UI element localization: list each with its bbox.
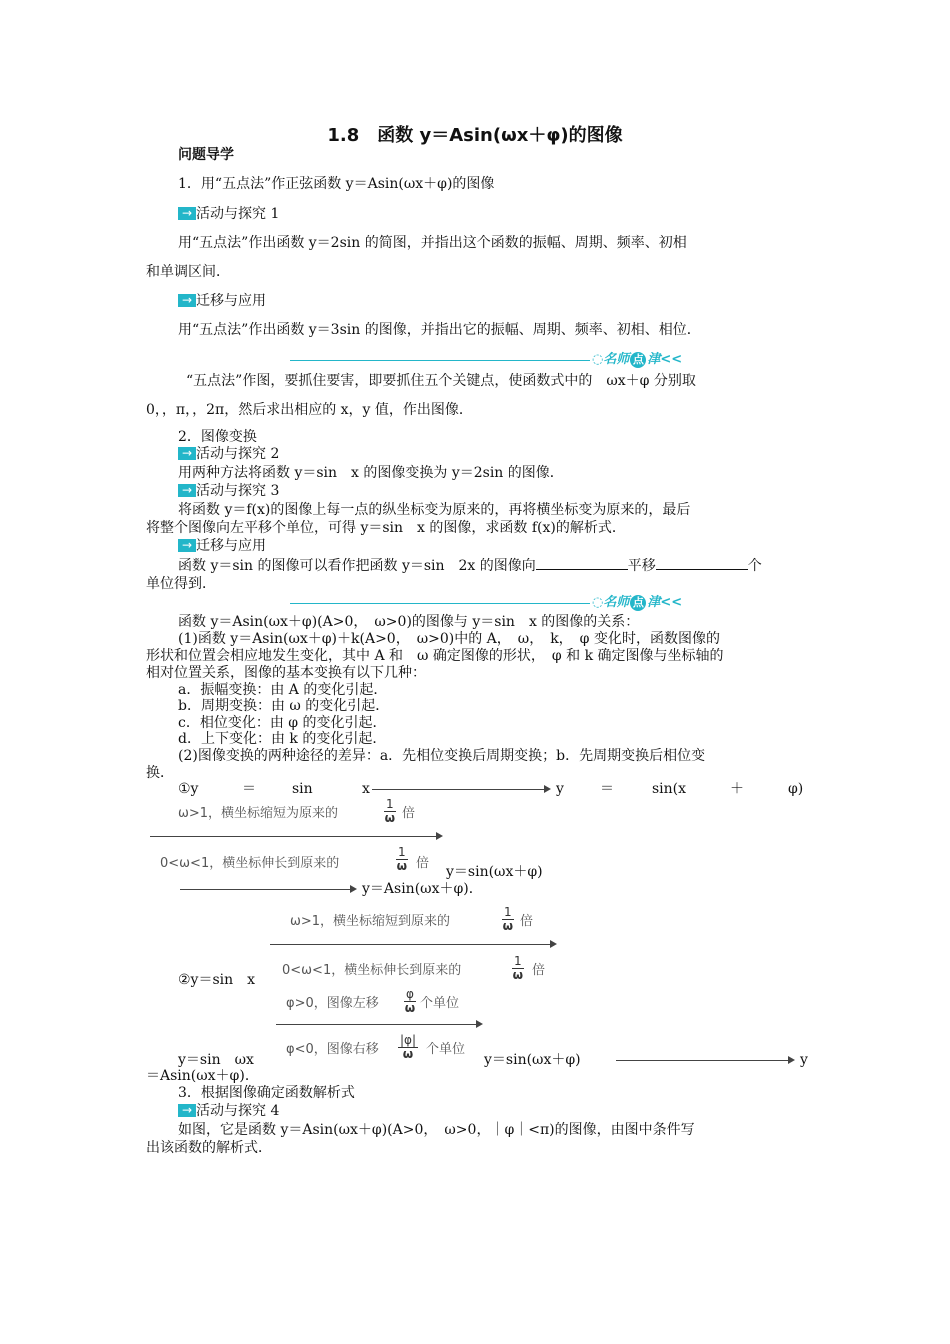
path-2-condition-b-suffix: 倍 <box>532 963 546 978</box>
arrow-head-icon <box>436 832 443 840</box>
path-1-result-mid: y＝sin(ωx＋φ) <box>446 864 543 880</box>
path-1-result-end: y＝Asin(ωx＋φ)． <box>362 881 483 897</box>
arrow-head-icon <box>788 1056 795 1064</box>
path-1-arrow-line <box>180 889 350 890</box>
activity-4-text: 如图，它是函数 y＝Asin(ωx＋φ)(A>0， ω>0，｜φ｜<π)的图像，由图中条件写 <box>178 1122 695 1138</box>
activity-4-text-cont: 出该函数的解析式． <box>146 1140 272 1156</box>
section-1-heading: 1．用“五点法”作正弦函数 y＝Asin(ωx＋φ)的图像 <box>178 176 495 192</box>
fraction-phi-over-omega: $\frac{\varphi}{\omega}$ <box>404 987 416 1015</box>
path-2-start: ②y＝sin x <box>178 972 256 988</box>
note-line: 形状和位置会相应地发生变化，其中 A 和 ω 确定图像的形状， φ 和 k 确定图像与坐标轴的 <box>146 648 724 664</box>
path-1-mid: ＋ <box>730 781 744 797</box>
path-2-result-end-cont: ＝Asin(ωx＋φ)． <box>146 1068 259 1084</box>
arrow-right-icon: → <box>178 447 196 460</box>
note-line: 函数 y＝Asin(ωx＋φ)(A>0， ω>0)的图像与 y＝sin x 的图像的关系： <box>178 614 640 630</box>
path-2-condition-c-suffix: 个单位 <box>420 996 460 1011</box>
path-1-condition-b: 0<ω<1，横坐标伸长到原来的 <box>160 856 340 871</box>
activity-1-text: 用“五点法”作出函数 y＝2sin 的简图，并指出这个函数的振幅、周期、频率、初相 <box>178 235 687 251</box>
path-1-mid: ＝ <box>600 781 614 797</box>
activity-3-text: 将函数 y＝f(x)的图像上每一点的纵坐标变为原来的，再将横坐标变为原来的，最后 <box>178 502 691 518</box>
note-line: d．上下变化：由 k 的变化引起． <box>178 731 387 747</box>
fraction-one-over-omega: $\frac{1}{\omega}$ <box>396 845 408 873</box>
path-1-arrow-line <box>372 789 544 790</box>
arrow-head-icon <box>476 1020 483 1028</box>
path-2-condition-c: φ>0，图像左移 <box>286 996 379 1011</box>
teacher-tip-icon: ◌名师 点 津<< <box>592 352 683 367</box>
transfer-text-2-cont: 单位得到． <box>146 576 216 592</box>
activity-1-label: 活动与探究 1 <box>196 206 280 222</box>
activity-3-text-cont: 将整个图像向左平移个单位，可得 y＝sin x 的图像，求函数 f(x)的解析式． <box>146 520 626 536</box>
arrow-right-icon: → <box>178 1104 196 1117</box>
section-header: 问题导学 <box>178 147 234 163</box>
note-line: c．相位变化：由 φ 的变化引起． <box>178 715 387 731</box>
arrow-right-icon: → <box>178 539 196 552</box>
activity-4-label: 活动与探究 4 <box>196 1103 280 1119</box>
note-line: 换． <box>146 765 174 781</box>
arrow-right-icon: → <box>178 294 196 307</box>
arrow-head-icon <box>550 940 557 948</box>
note-line: a．振幅变换：由 A 的变化引起． <box>178 682 388 698</box>
path-2-condition-d: φ<0，图像右移 <box>286 1042 379 1057</box>
fraction-one-over-omega: $\frac{1}{\omega}$ <box>384 797 396 825</box>
path-2-result-mid: y＝sin(ωx＋φ) <box>484 1052 581 1068</box>
path-2-arrow-line <box>276 1024 476 1025</box>
arrow-head-icon <box>544 785 551 793</box>
path-2-result-end: y <box>800 1052 808 1068</box>
activity-3-label: 活动与探究 3 <box>196 483 280 499</box>
tip-divider <box>290 603 590 604</box>
path-1-condition-a-suffix: 倍 <box>402 806 416 821</box>
tip-note-1: “五点法”作图，要抓住要害，即要抓住五个关键点，使函数式中的 ωx＋φ 分别取 <box>186 373 696 389</box>
tip-divider <box>290 360 590 361</box>
transfer-text-1: 用“五点法”作出函数 y＝3sin 的图像，并指出它的振幅、周期、频率、初相、相位． <box>178 322 701 338</box>
path-2-condition-a-suffix: 倍 <box>520 914 534 929</box>
path-1-start: ①y <box>178 781 199 797</box>
page-title: 1.8 函数 y＝Asin(ωx＋φ)的图像 <box>327 125 623 146</box>
arrow-right-icon: → <box>178 207 196 220</box>
arrow-right-icon: → <box>178 484 196 497</box>
note-line: (1)函数 y＝Asin(ωx＋φ)＋k(A>0， ω>0)中的 A， ω， k， φ 变化时，函数图像的 <box>178 631 720 647</box>
path-2-condition-b: 0<ω<1，横坐标伸长到原来的 <box>282 963 462 978</box>
note-line: (2)图像变换的两种途径的差异：a．先相位变换后周期变换；b．先周期变换后相位变 <box>178 748 706 764</box>
path-1-condition-a: ω>1，横坐标缩短为原来的 <box>178 806 339 821</box>
path-2-mid: y＝sin ωx <box>178 1052 254 1068</box>
activity-2-text: 用两种方法将函数 y＝sin x 的图像变换为 y＝2sin 的图像． <box>178 465 564 481</box>
activity-1-text-cont: 和单调区间． <box>146 264 230 280</box>
tip-note-1-cont: 0，，π，，2π，然后求出相应的 x，y 值，作出图像． <box>146 402 473 418</box>
fraction-abs-phi-over-omega: $\frac{|\varphi|}{\omega}$ <box>400 1033 417 1061</box>
path-1-mid: y <box>556 781 564 797</box>
path-1-condition-b-suffix: 倍 <box>416 856 430 871</box>
path-1-mid: φ) <box>788 781 804 797</box>
path-1-start: x <box>362 781 370 797</box>
note-line: b．周期变换：由 ω 的变化引起． <box>178 698 390 714</box>
activity-2-label: 活动与探究 2 <box>196 446 280 462</box>
arrow-head-icon <box>350 885 357 893</box>
fraction-one-over-omega: $\frac{1}{\omega}$ <box>512 954 524 982</box>
note-line: 相对位置关系，图像的基本变换有以下几种： <box>146 665 426 681</box>
section-2-heading: 2．图像变换 <box>178 429 257 445</box>
path-1-start: ＝ <box>242 781 256 797</box>
teacher-tip-icon: ◌名师 点 津<< <box>592 595 683 610</box>
transfer-text-2: 函数 y＝sin 的图像可以看作把函数 y＝sin 2x 的图像向 平移 个 <box>178 558 762 574</box>
path-1-start: sin <box>292 781 313 797</box>
transfer-label-1: 迁移与应用 <box>196 293 266 309</box>
fraction-one-over-omega: $\frac{1}{\omega}$ <box>502 905 514 933</box>
path-2-condition-d-suffix: 个单位 <box>426 1042 466 1057</box>
path-1-arrow-line <box>150 836 436 837</box>
path-2-condition-a: ω>1，横坐标缩短到原来的 <box>290 914 451 929</box>
path-2-arrow-line <box>616 1060 788 1061</box>
answer-blank-amount[interactable] <box>656 557 748 570</box>
answer-blank-direction[interactable] <box>536 557 628 570</box>
path-1-mid: sin(x <box>652 781 687 797</box>
path-2-arrow-line <box>270 944 550 945</box>
transfer-label-2: 迁移与应用 <box>196 538 266 554</box>
section-3-heading: 3．根据图像确定函数解析式 <box>178 1085 355 1101</box>
